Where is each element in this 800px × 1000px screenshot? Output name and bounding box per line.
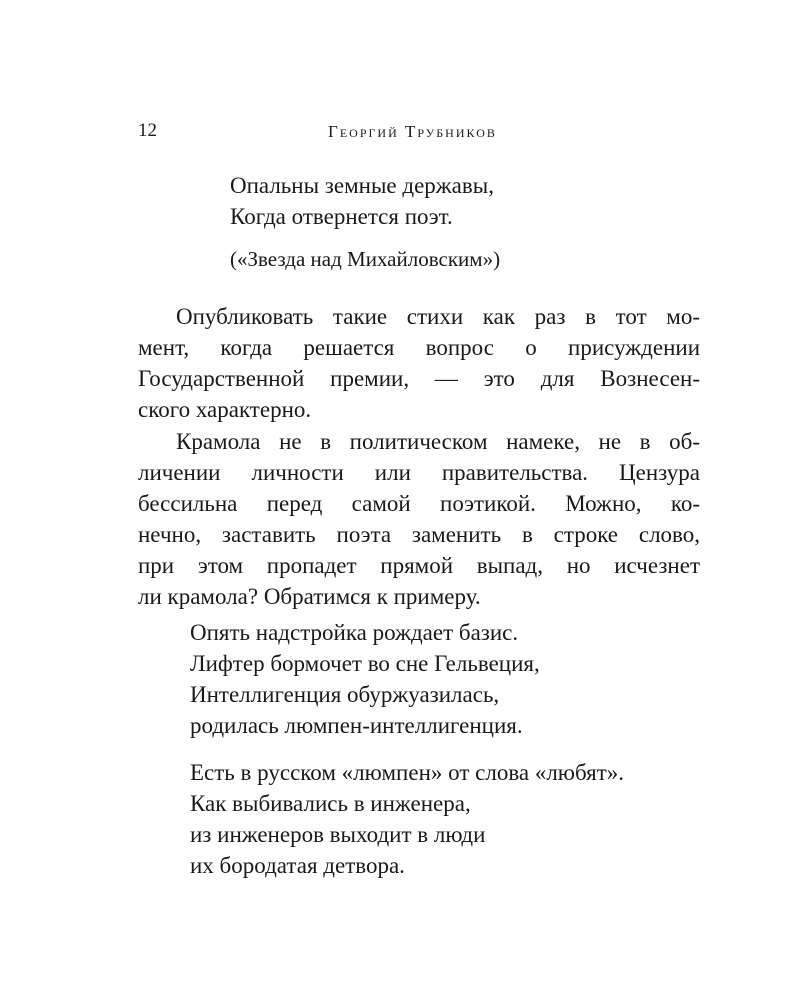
verse-line: родилась люмпен-интеллигенция. <box>190 713 523 738</box>
poem-stanza <box>190 757 624 881</box>
verse-line: из инженеров выходит в люди <box>190 822 486 847</box>
paragraph-line: личении личности или правительства. Цензура <box>138 460 700 485</box>
verse-line: Как выбивались в инженера, <box>190 791 471 816</box>
epigraph-verse <box>230 170 494 232</box>
paragraph-line: бессильна перед самой поэтикой. Можно, ко- <box>138 491 700 516</box>
poem-stanza <box>190 617 540 741</box>
paragraph-line: Опубликовать такие стихи как раз в тот мо- <box>176 304 700 329</box>
paragraph-line: при этом пропадет прямой выпад, но исчезнет <box>138 553 700 578</box>
verse-line: Опальны земные державы, <box>230 173 494 198</box>
paragraph-line: Крамола не в политическом намеке, не в об- <box>176 429 700 454</box>
verse-line: их бородатая детвора. <box>190 853 405 878</box>
verse-line: Есть в русском «люмпен» от слова «любят». <box>190 760 625 785</box>
paragraph-line: нечно, заставить поэта заменить в строке слово, <box>138 522 700 547</box>
page-number: 12 <box>138 120 157 141</box>
paragraph-line: мент, когда решается вопрос о присуждении <box>138 335 700 360</box>
paragraph-line: ли крамола? Обратимся к примеру. <box>138 584 481 609</box>
epigraph-source: («Звезда над Михайловским») <box>230 247 501 271</box>
paragraph-line: ского характерно. <box>138 397 312 422</box>
paragraph-line: Государственной премии, — это для Вознесен- <box>138 366 700 391</box>
verse-line: Опять надстройка рождает базис. <box>190 620 519 645</box>
paragraph <box>138 301 700 425</box>
running-title: Георгий Трубников <box>328 122 497 141</box>
verse-line: Лифтер бормочет во сне Гельвеция, <box>190 651 540 676</box>
verse-line: Когда отвернется поэт. <box>230 204 453 229</box>
verse-line: Интеллигенция обуржуазилась, <box>190 682 500 707</box>
paragraph <box>138 426 700 612</box>
